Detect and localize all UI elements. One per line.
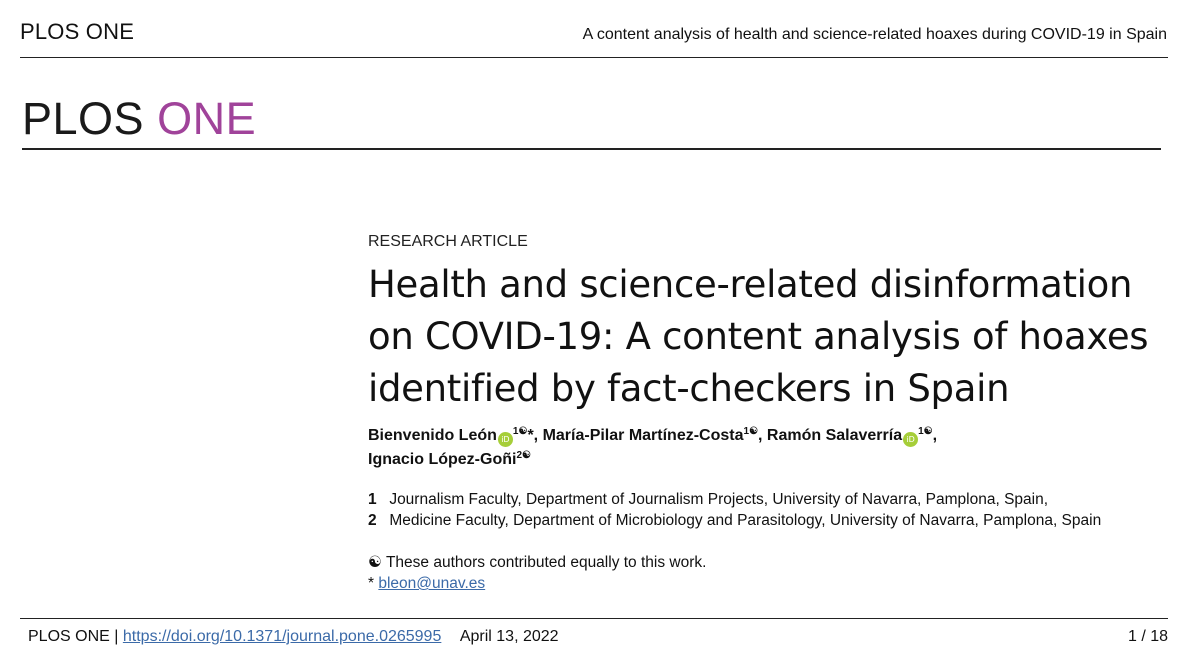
logo-plos: PLOS bbox=[22, 93, 145, 144]
affiliation-item bbox=[368, 489, 1101, 510]
article-title: Health and science-related disinformation on COVID-19: A content analysis of hoaxes identified by fact-checkers in Spain bbox=[368, 263, 1149, 410]
orcid-icon[interactable]: iD bbox=[903, 432, 918, 447]
page-number: 1 / 18 bbox=[1127, 628, 1168, 645]
author-name[interactable]: María-Pilar Martínez-Costa bbox=[542, 427, 744, 444]
doi-link[interactable]: https://doi.org/10.1371/journal.pone.0265995 bbox=[122, 628, 442, 645]
equal-contribution-icon: ☯ bbox=[518, 426, 528, 437]
article-type: RESEARCH ARTICLE bbox=[368, 233, 528, 250]
logo-one: ONE bbox=[157, 93, 257, 144]
equal-contribution-icon: ☯ bbox=[368, 554, 382, 571]
footer-rule bbox=[20, 618, 1168, 619]
journal-logo bbox=[22, 93, 257, 144]
equal-contribution-icon: ☯ bbox=[522, 450, 531, 461]
affiliation-item bbox=[368, 510, 1101, 531]
affiliation-text: Medicine Faculty, Department of Microbiology and Parasitology, University of Navarra, Pamplona, Spain bbox=[389, 512, 1102, 529]
author-list: Bienvenido León iD$^{1☯}$*, María-Pilar Martínez-Costa$^{1☯}$, Ramón Salaverría iD$^{1☯}$, Ignacio López-Goñi$^{2☯}$ bbox=[368, 426, 938, 468]
author-affiliation-number: 2 bbox=[516, 450, 522, 461]
footer-journal: PLOS ONE bbox=[28, 628, 110, 645]
running-header-journal: PLOS ONE bbox=[20, 19, 135, 44]
orcid-icon[interactable]: iD bbox=[498, 432, 513, 447]
header-rule bbox=[20, 57, 1168, 58]
footer-separator: | bbox=[114, 628, 119, 645]
author-name[interactable]: Bienvenido León bbox=[368, 427, 497, 444]
author-name[interactable]: Ignacio López-Goñi bbox=[368, 451, 517, 468]
equal-contribution-icon: ☯ bbox=[923, 426, 933, 437]
equal-contribution-icon: ☯ bbox=[749, 426, 759, 437]
running-header-title: A content analysis of health and science-related hoaxes during COVID-19 in Spain bbox=[582, 26, 1167, 43]
author-name[interactable]: Ramón Salaverría bbox=[766, 427, 903, 444]
corresponding-author-mark: * bbox=[527, 427, 534, 444]
author-affiliation-number: 1 bbox=[743, 426, 750, 437]
page-footer bbox=[28, 628, 559, 646]
publication-date: April 13, 2022 bbox=[459, 628, 559, 645]
corresponding-email-note bbox=[368, 573, 706, 594]
affiliation-number: 1 bbox=[368, 491, 377, 508]
email-link[interactable]: bleon@unav.es bbox=[378, 575, 486, 592]
corresponding-author-mark: * bbox=[368, 575, 375, 592]
logo-rule bbox=[22, 148, 1161, 150]
author-notes bbox=[368, 552, 706, 594]
affiliation-text: Journalism Faculty, Department of Journalism Projects, University of Navarra, Pamplona, Spain, bbox=[389, 491, 1049, 508]
affiliation-number: 2 bbox=[368, 512, 377, 529]
equal-contribution-text: These authors contributed equally to this work. bbox=[385, 554, 707, 571]
author-affiliation-number: 1 bbox=[512, 426, 519, 437]
affiliation-list bbox=[368, 489, 1101, 531]
equal-contribution-note bbox=[368, 552, 706, 573]
author-affiliation-number: 1 bbox=[918, 426, 924, 437]
